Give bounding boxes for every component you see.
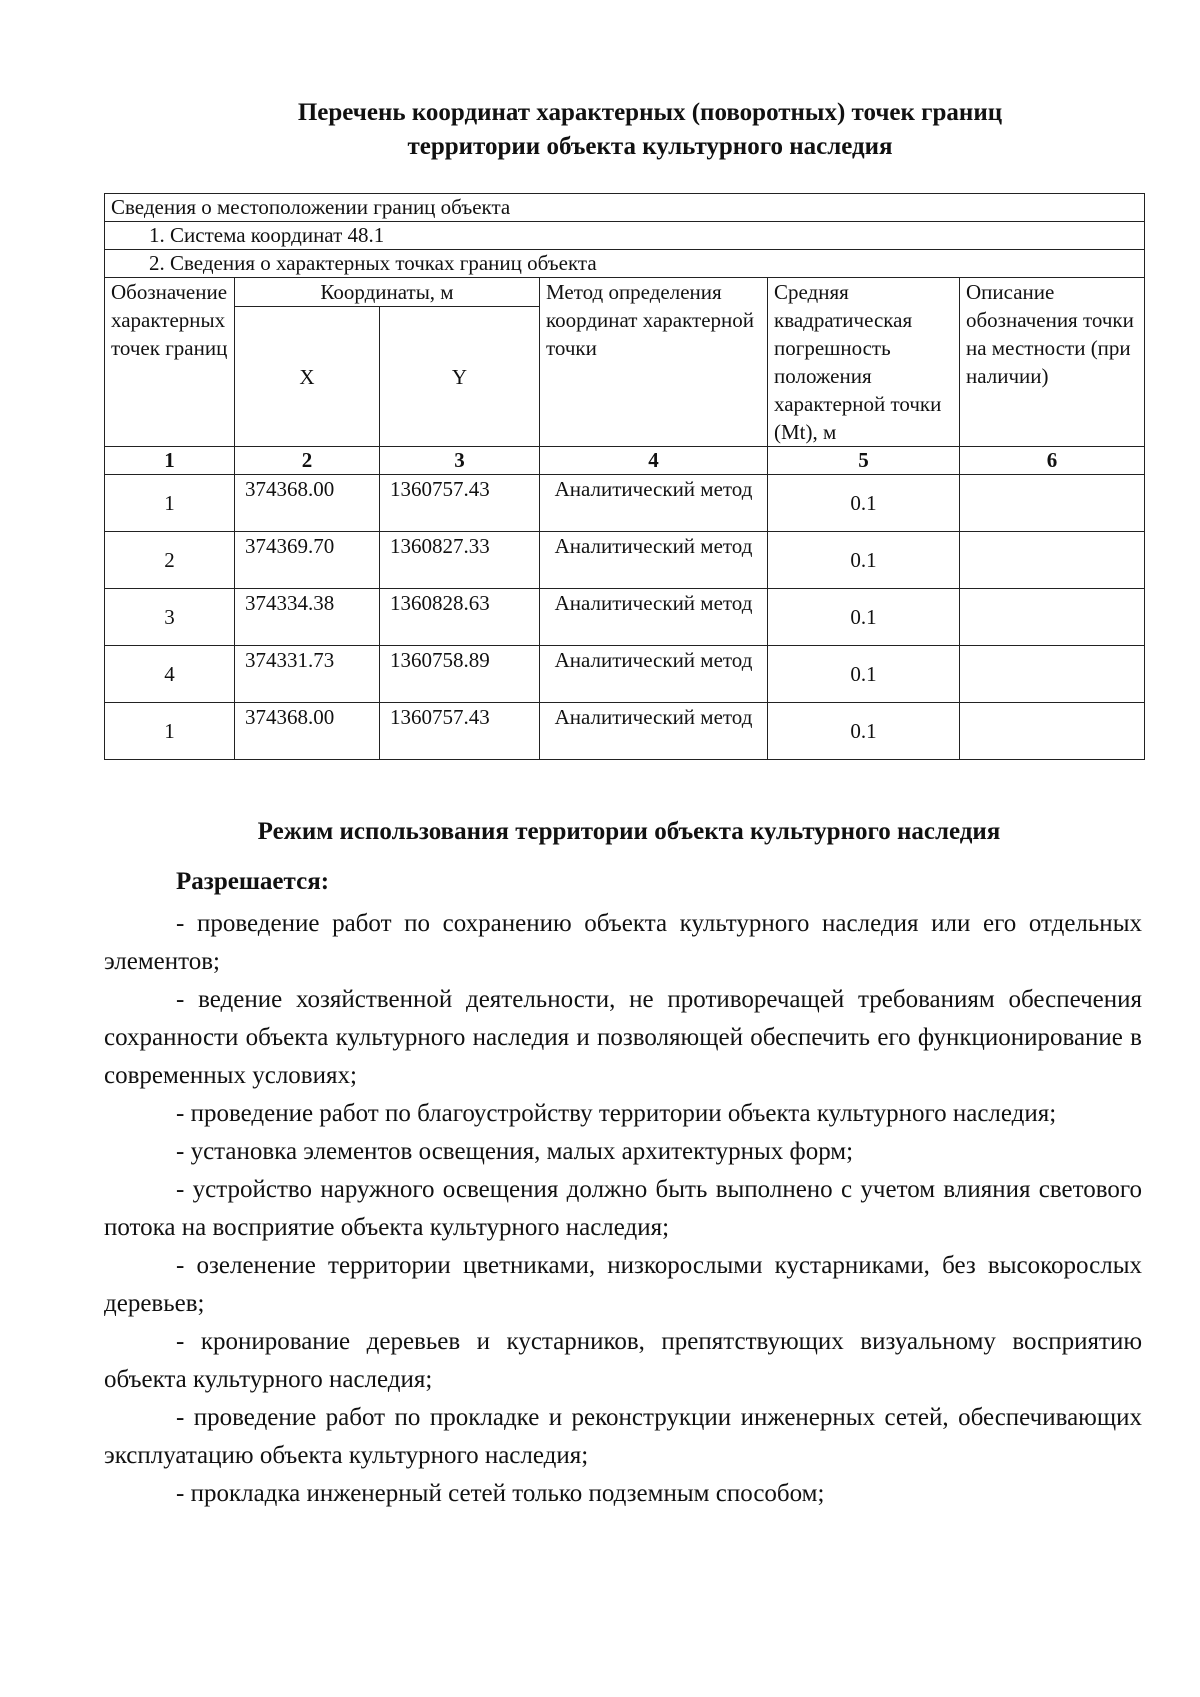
- list-item: - устройство наружного освещения должно быть выполнено с учетом влияния светового потока на восприятие объекта культурного наследия;: [104, 1176, 1142, 1241]
- header-y: Y: [380, 307, 540, 447]
- cell-x: 374369.70: [235, 532, 380, 589]
- cell-y: 1360828.63: [380, 589, 540, 646]
- cell-error: 0.1: [768, 646, 960, 703]
- cell-description: [960, 646, 1145, 703]
- table-row: [105, 475, 1145, 532]
- list-item: - ведение хозяйственной деятельности, не противоречащей требованиям обеспечения сохранности объекта культурного наследия и позволяющей обеспечить его функционирование в современных условиях;: [104, 986, 1142, 1089]
- cell-method: Аналитический метод: [540, 532, 768, 589]
- list-item: - проведение работ по благоустройству территории объекта культурного наследия;: [176, 1100, 1057, 1127]
- cell-error: 0.1: [768, 589, 960, 646]
- cell-error: 0.1: [768, 532, 960, 589]
- cell-y: 1360758.89: [380, 646, 540, 703]
- document-title: [104, 96, 1160, 164]
- col-number: 6: [960, 447, 1145, 475]
- table-row: [105, 532, 1145, 589]
- cell-y: 1360757.43: [380, 475, 540, 532]
- cell-point: 2: [105, 532, 235, 589]
- info-row: [105, 194, 1145, 222]
- cell-x: 374331.73: [235, 646, 380, 703]
- list-item: - озеленение территории цветниками, низкорослыми кустарниками, без высокорослых деревьев;: [104, 1252, 1142, 1317]
- header-x: X: [235, 307, 380, 447]
- cell-x: 374368.00: [235, 703, 380, 760]
- cell-x: 374334.38: [235, 589, 380, 646]
- info-num: 2.: [149, 251, 165, 275]
- coordinates-table: [104, 193, 1145, 760]
- regime-list: [104, 905, 1142, 1513]
- cell-description: [960, 703, 1145, 760]
- header-coords: Координаты, м: [235, 278, 540, 307]
- col-number: 2: [235, 447, 380, 475]
- allowed-label: Разрешается:: [176, 868, 330, 895]
- list-item: - прокладка инженерный сетей только подземным способом;: [176, 1480, 825, 1507]
- col-number: 5: [768, 447, 960, 475]
- header-error: Средняя квадратическая погрешность положения характерной точки (Mt), м: [768, 278, 960, 447]
- header-method: Метод определения координат характерной точки: [540, 278, 768, 447]
- table-row: [105, 646, 1145, 703]
- cell-method: Аналитический метод: [540, 589, 768, 646]
- cell-point: 4: [105, 646, 235, 703]
- cell-method: Аналитический метод: [540, 703, 768, 760]
- table-row: [105, 703, 1145, 760]
- cell-x: 374368.00: [235, 475, 380, 532]
- cell-y: 1360827.33: [380, 532, 540, 589]
- table-header-row: [105, 278, 1145, 307]
- info-location: Сведения о местоположении границ объекта: [105, 194, 1145, 222]
- table-row: [105, 589, 1145, 646]
- column-numbers-row: [105, 447, 1145, 475]
- info-row: [105, 250, 1145, 278]
- col-number: 4: [540, 447, 768, 475]
- cell-y: 1360757.43: [380, 703, 540, 760]
- cell-method: Аналитический метод: [540, 475, 768, 532]
- list-item: - проведение работ по прокладке и реконструкции инженерных сетей, обеспечивающих эксплуатацию объекта культурного наследия;: [104, 1404, 1142, 1469]
- regime-heading: Режим использования территории объекта культурного наследия: [257, 818, 1001, 845]
- cell-method: Аналитический метод: [540, 646, 768, 703]
- cell-point: 1: [105, 703, 235, 760]
- info-coord-system: Система координат 48.1: [170, 223, 385, 247]
- col-number: 3: [380, 447, 540, 475]
- info-row: [105, 222, 1145, 250]
- list-item: - установка элементов освещения, малых архитектурных форм;: [176, 1138, 854, 1165]
- cell-description: [960, 532, 1145, 589]
- info-num: 1.: [149, 223, 165, 247]
- cell-error: 0.1: [768, 703, 960, 760]
- header-description: Описание обозначения точки на местности (при наличии): [960, 278, 1145, 447]
- header-point: Обозначение характерных точек границ: [105, 278, 235, 447]
- cell-point: 3: [105, 589, 235, 646]
- title-line-2: территории объекта культурного наследия: [407, 133, 893, 160]
- cell-description: [960, 589, 1145, 646]
- col-number: 1: [105, 447, 235, 475]
- list-item: - проведение работ по сохранению объекта культурного наследия или его отдельных элементов;: [104, 910, 1142, 975]
- cell-description: [960, 475, 1145, 532]
- title-line-1: Перечень координат характерных (поворотных) точек границ: [297, 99, 1003, 126]
- cell-error: 0.1: [768, 475, 960, 532]
- info-points: Сведения о характерных точках границ объекта: [170, 251, 597, 275]
- list-item: - кронирование деревьев и кустарников, препятствующих визуальному восприятию объекта культурного наследия;: [104, 1328, 1142, 1393]
- cell-point: 1: [105, 475, 235, 532]
